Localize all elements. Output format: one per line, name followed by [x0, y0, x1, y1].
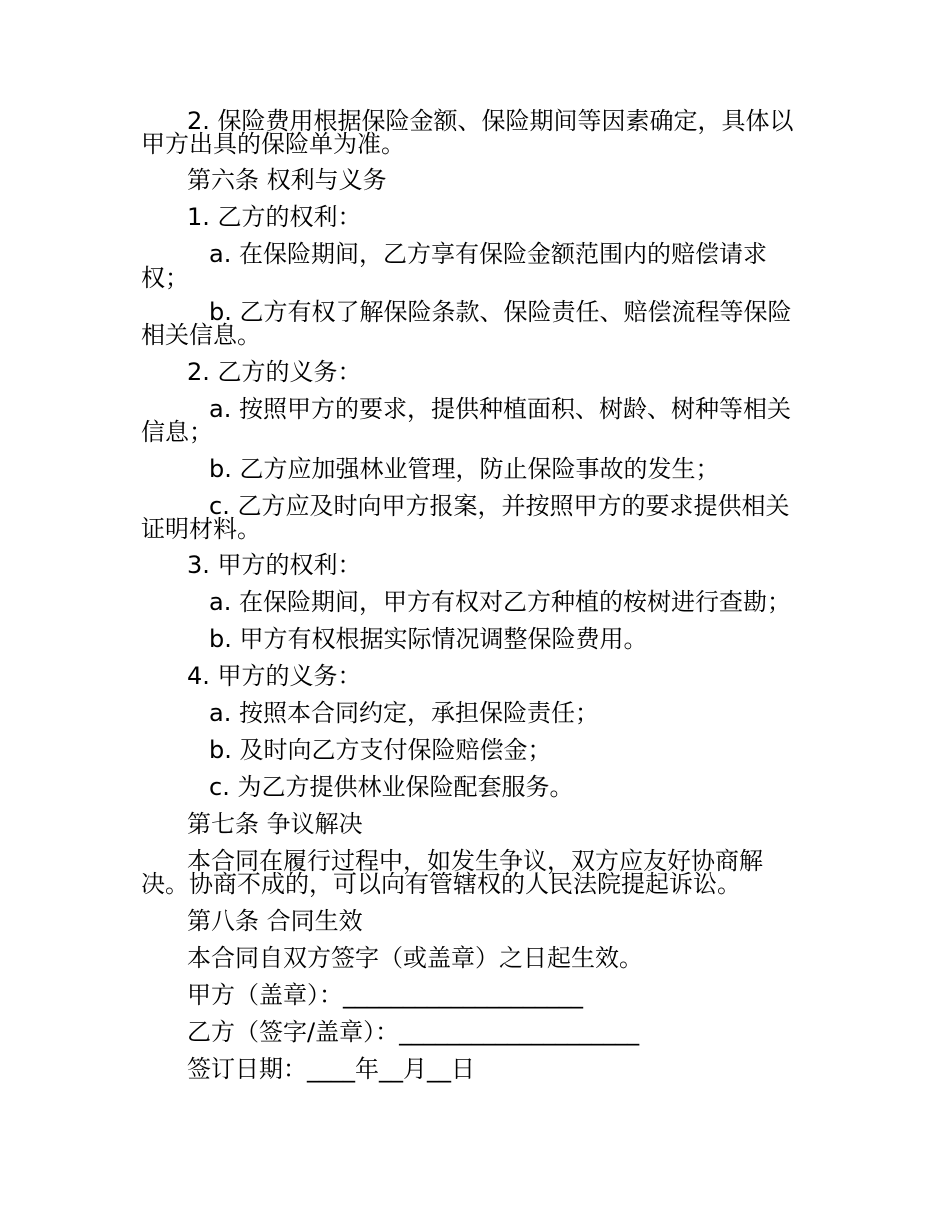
heading-article-8: 第八条 合同生效 — [187, 907, 363, 935]
party-a-duty-a: a. 按照本合同约定，承担保险责任； — [209, 699, 599, 727]
party-b-signature-line: 乙方（签字/盖章）：____________________ — [187, 1018, 640, 1046]
party-b-duty-c: c. 乙方应及时向甲方报案，并按照甲方的要求提供相关 — [209, 492, 790, 520]
party-a-right-a: a. 在保险期间，甲方有权对乙方种植的桉树进行查勘； — [209, 588, 791, 616]
party-b-duty-c-cont: 证明材料。 — [141, 515, 261, 543]
party-b-duty-a-cont: 信息； — [141, 418, 213, 446]
party-b-right-a-cont: 权； — [141, 264, 189, 292]
heading-article-6: 第六条 权利与义务 — [187, 166, 387, 194]
subheading-party-a-duties: 4. 甲方的义务： — [187, 662, 362, 690]
dispute-resolution-text: 本合同在履行过程中，如发生争议，双方应友好协商解 — [187, 847, 763, 875]
clause-5-item-2-cont: 甲方出具的保险单为准。 — [141, 130, 405, 158]
party-a-duty-c: c. 为乙方提供林业保险配套服务。 — [209, 773, 574, 801]
party-a-right-b: b. 甲方有权根据实际情况调整保险费用。 — [209, 625, 648, 653]
subheading-party-b-duties: 2. 乙方的义务： — [187, 358, 362, 386]
party-b-duty-a: a. 按照甲方的要求，提供种植面积、树龄、树种等相关 — [209, 395, 791, 423]
party-b-right-b: b. 乙方有权了解保险条款、保险责任、赔偿流程等保险 — [209, 298, 792, 326]
party-b-right-a: a. 在保险期间，乙方享有保险金额范围内的赔偿请求 — [209, 240, 767, 268]
clause-5-item-2: 2. 保险费用根据保险金额、保险期间等因素确定，具体以 — [187, 107, 794, 135]
party-a-duty-b: b. 及时向乙方支付保险赔偿金； — [209, 736, 552, 764]
party-b-right-b-cont: 相关信息。 — [141, 321, 261, 349]
subheading-party-b-rights: 1. 乙方的权利： — [187, 203, 362, 231]
heading-article-7: 第七条 争议解决 — [187, 810, 363, 838]
party-b-duty-b: b. 乙方应加强林业管理，防止保险事故的发生； — [209, 455, 720, 483]
subheading-party-a-rights: 3. 甲方的权利： — [187, 551, 362, 579]
dispute-resolution-text-cont: 决。协商不成的，可以向有管辖权的人民法院提起诉讼。 — [141, 870, 741, 898]
party-a-signature-line: 甲方（盖章）：____________________ — [187, 981, 583, 1009]
signing-date-line: 签订日期：____年__月__日 — [187, 1055, 475, 1083]
effectiveness-text: 本合同自双方签字（或盖章）之日起生效。 — [187, 944, 643, 972]
